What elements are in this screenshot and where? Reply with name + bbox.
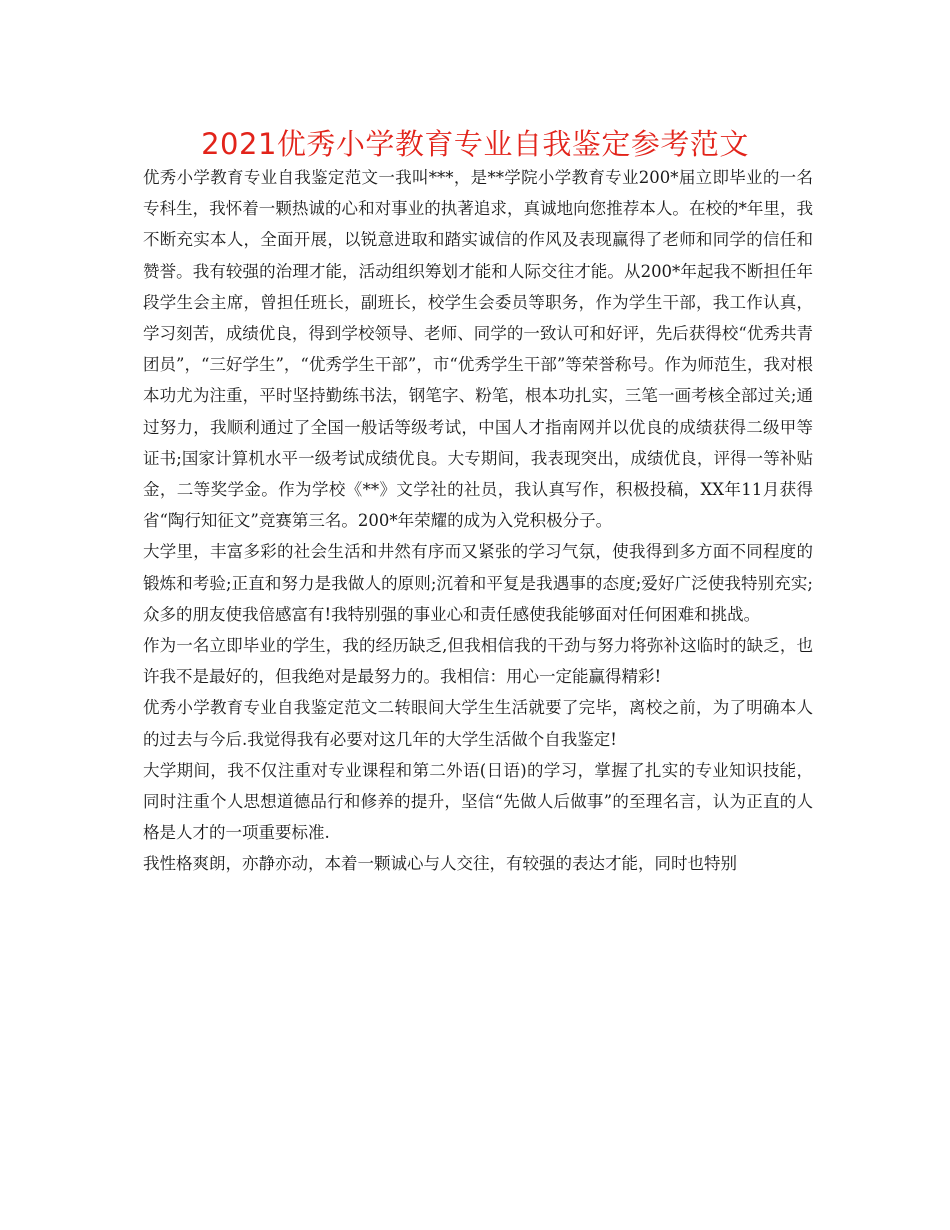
paragraph-3: 作为一名立即毕业的学生，我的经历缺乏,但我相信我的干劲与努力将弥补这临时的缺乏，也许我不是最好的，但我绝对是最努力的。我相信：用心一定能赢得精彩!: [143, 636, 813, 687]
paragraph-5: 大学期间，我不仅注重对专业课程和第二外语(日语)的学习，掌握了扎实的专业知识技能，同时注重个人思想道德品行和修养的提升，坚信“先做人后做事”的至理名言，认为正直的人格是人才的一项重要标准.: [143, 760, 813, 843]
document-title: 2021优秀小学教育专业自我鉴定参考范文: [201, 127, 749, 161]
paragraph-4: 优秀小学教育专业自我鉴定范文二转眼间大学生生活就要了完毕，离校之前，为了明确本人的过去与今后.我觉得我有必要对这几年的大学生活做个自我鉴定!: [143, 698, 813, 749]
paragraph-2: 大学里，丰富多彩的社会生活和井然有序而又紧张的学习气氛，使我得到多方面不同程度的锻炼和考验;正直和努力是我做人的原则;沉着和平复是我遇事的态度;爱好广泛使我特别充实;众多的朋友使我倍感富有!我特别强的事业心和责任感使我能够面对任何困难和挑战。: [143, 542, 813, 624]
paragraph-6: 我性格爽朗，亦静亦动，本着一颗诚心与人交往，有较强的表达才能，同时也特别: [143, 854, 737, 874]
paragraph-1: 优秀小学教育专业自我鉴定范文一我叫***，是**学院小学教育专业200*届立即毕业的一名专科生，我怀着一颗热诚的心和对事业的执著追求，真诚地向您推荐本人。在校的*年里，我不断充实本人，全面开展，以锐意进取和踏实诚信的作风及表现赢得了老师和同学的信任和赞誉。我有较强的治理才能，活动组织筹划才能和人际交往才能。从200*年起我不断担任年段学生会主席，曾担任班长，副班长，校学生会委员等职务，作为学生干部，我工作认真，学习刻苦，成绩优良，得到学校领导、老师、同学的一致认可和好评，先后获得校“优秀共青团员”，“三好学生”，“优秀学生干部”，市“优秀学生干部”等荣誉称号。作为师范生，我对根本功尤为注重，平时坚持勤练书法，钢笔字、粉笔，根本功扎实，三笔一画考核全部过关;通过努力，我顺利通过了全国一般话等级考试，中国人才指南网并以优良的成绩获得二级甲等证书;国家计算机水平一级考试成绩优良。大专期间，我表现突出，成绩优良，评得一等补贴金，二等奖学金。作为学校《**》文学社的社员，我认真写作，积极投稿，XX年11月获得省“陶行知征文”竞赛第三名。200*年荣耀的成为入党积极分子。: [143, 168, 813, 531]
document-body: [143, 162, 813, 880]
